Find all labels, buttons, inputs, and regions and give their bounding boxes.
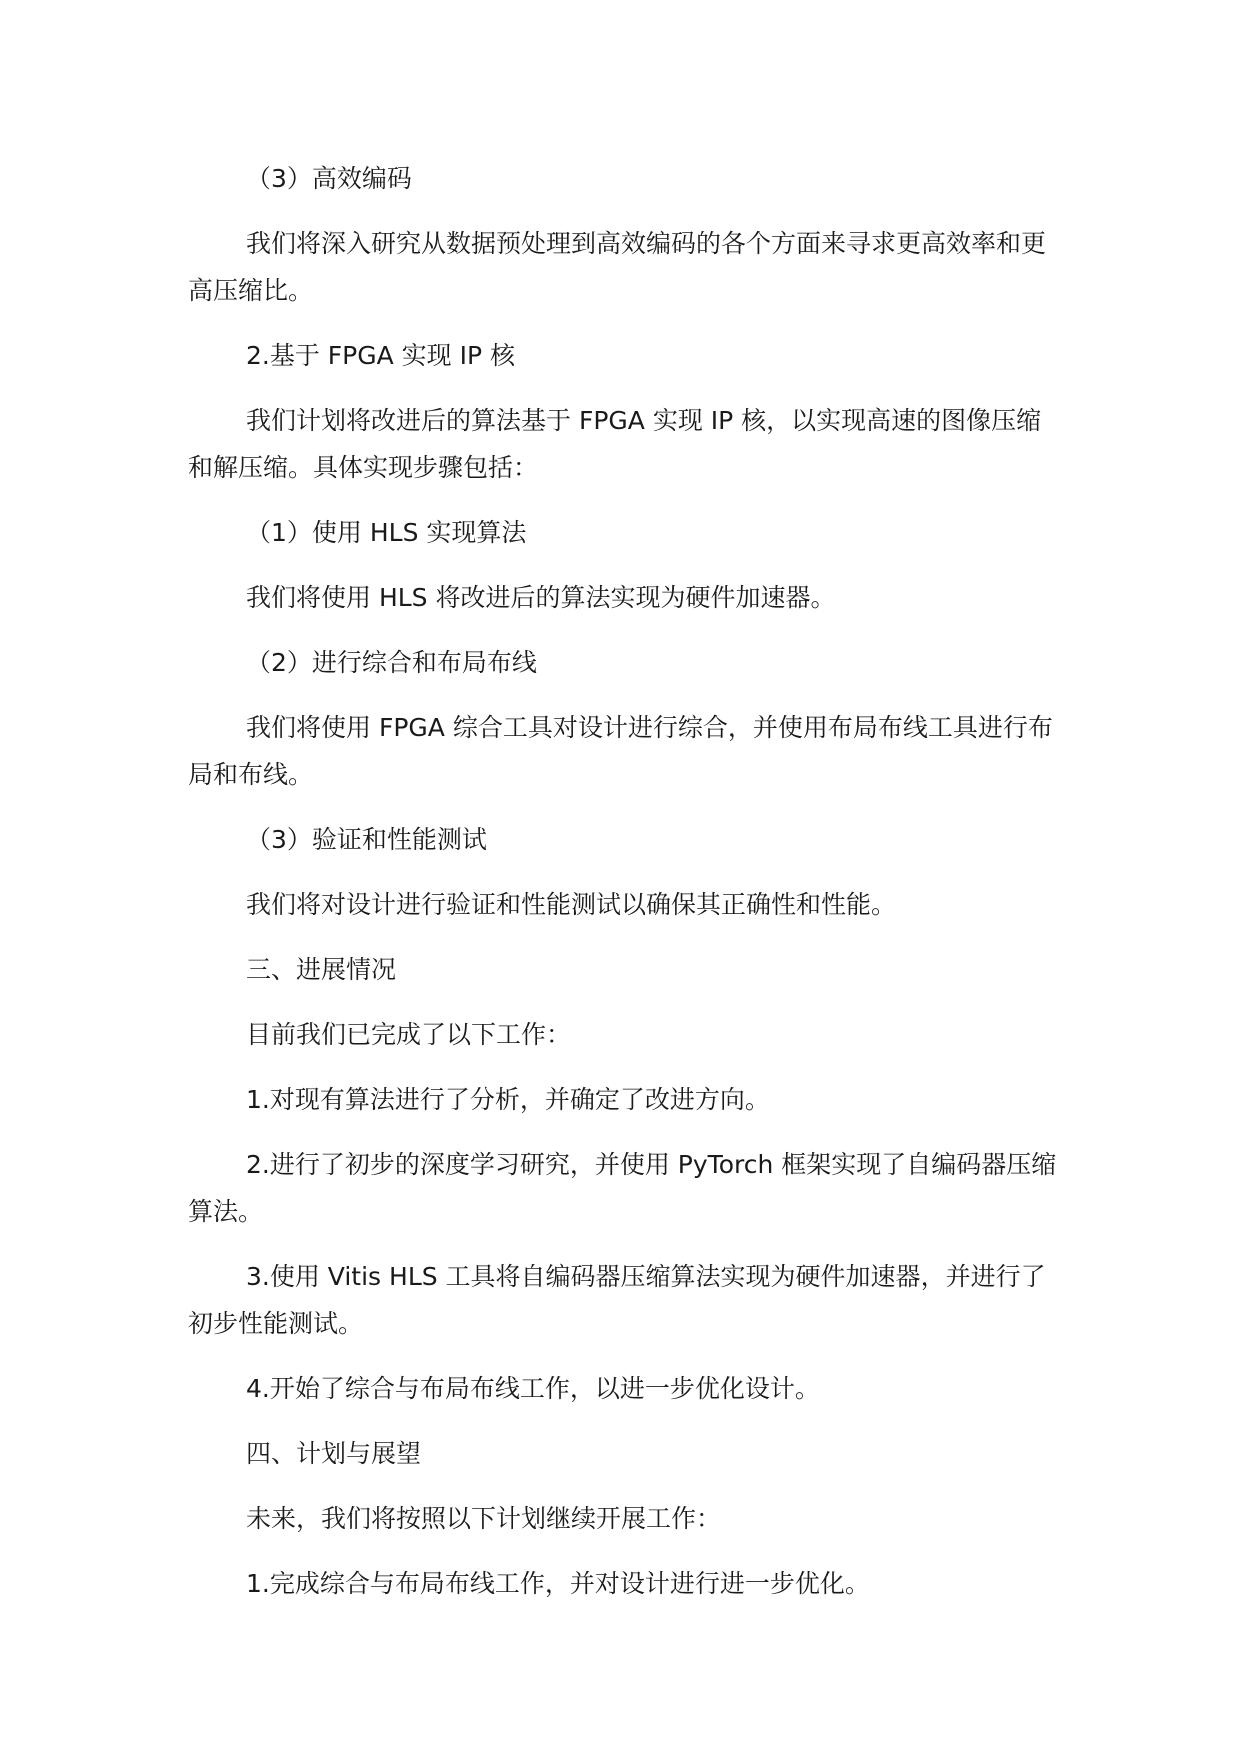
list-item-progress-1: 1.对现有算法进行了分析，并确定了改进方向。: [246, 1085, 770, 1114]
subheading-synthesis: （2）进行综合和布局布线: [246, 648, 537, 677]
paragraph-plan-intro: 未来，我们将按照以下计划继续开展工作：: [246, 1504, 722, 1533]
heading-progress: 三、进展情况: [246, 955, 397, 984]
paragraph-synthesis: 我们将使用 FPGA 综合工具对设计进行综合，并使用布局布线工具进行布局和布线。: [188, 713, 1053, 789]
list-item-progress-3: 3.使用 Vitis HLS 工具将自编码器压缩算法实现为硬件加速器，并进行了初步性能测试。: [188, 1262, 1046, 1338]
paragraph-fpga-plan: 我们计划将改进后的算法基于 FPGA 实现 IP 核，以实现高速的图像压缩和解压缩。具体实现步骤包括：: [188, 406, 1042, 482]
paragraph-efficient-coding: 我们将深入研究从数据预处理到高效编码的各个方面来寻求更高效率和更高压缩比。: [188, 229, 1047, 305]
heading-fpga-ip-core: 2.基于 FPGA 实现 IP 核: [246, 341, 516, 370]
paragraph-verification: 我们将对设计进行验证和性能测试以确保其正确性和性能。: [246, 890, 897, 919]
list-item-progress-4: 4.开始了综合与布局布线工作，以进一步优化设计。: [246, 1374, 820, 1403]
subheading-efficient-coding: （3）高效编码: [246, 164, 412, 193]
heading-plan: 四、计划与展望: [246, 1439, 422, 1468]
document-body: [188, 155, 1058, 1625]
subheading-hls: （1）使用 HLS 实现算法: [246, 518, 527, 547]
subheading-verification: （3）验证和性能测试: [246, 825, 487, 854]
list-item-plan-1: 1.完成综合与布局布线工作，并对设计进行进一步优化。: [246, 1569, 870, 1598]
paragraph-hls: 我们将使用 HLS 将改进后的算法实现为硬件加速器。: [246, 583, 836, 612]
paragraph-progress-intro: 目前我们已完成了以下工作：: [246, 1020, 572, 1049]
list-item-progress-2: 2.进行了初步的深度学习研究，并使用 PyTorch 框架实现了自编码器压缩算法。: [188, 1150, 1057, 1226]
